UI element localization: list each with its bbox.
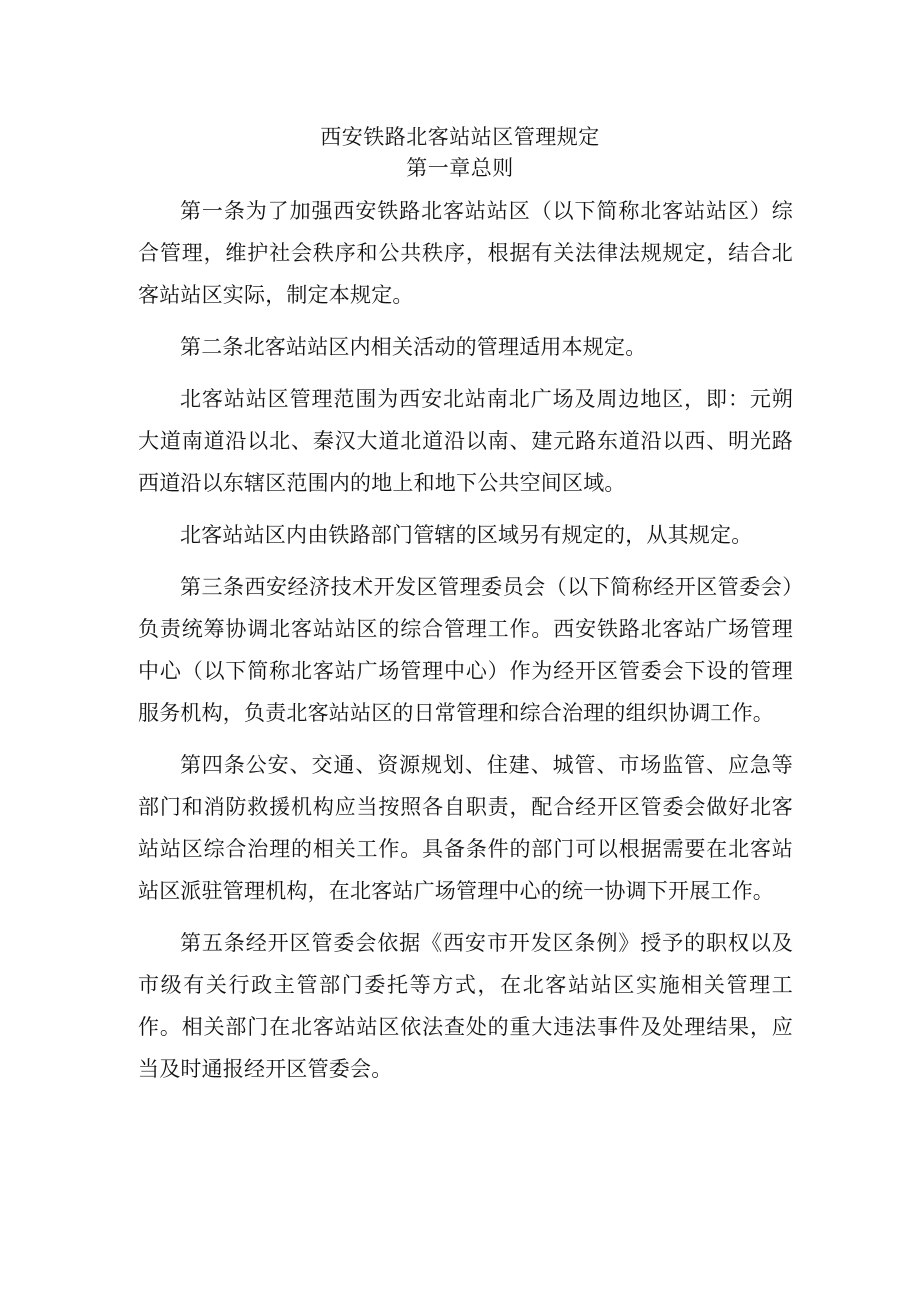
- paragraph: 第五条经开区管委会依据《西安市开发区条例》授予的职权以及市级有关行政主管部门委托等方式，在北客站站区实施相关管理工作。相关部门在北客站站区依法查处的重大违法事件及处理结果，应当及时通报经开区管委会。: [138, 931, 793, 1081]
- document-title: 西安铁路北客站站区管理规定: [320, 125, 600, 149]
- title-block: [0, 122, 920, 184]
- paragraph: 北客站站区内由铁路部门管辖的区域另有规定的，从其规定。: [180, 523, 753, 547]
- chapter-heading: 第一章总则: [406, 156, 514, 180]
- paragraph: 北客站站区管理范围为西安北站南北广场及周边地区，即：元朔大道南道沿以北、秦汉大道北道沿以南、建元路东道沿以西、明光路西道沿以东辖区范围内的地上和地下公共空间区域。: [138, 387, 793, 495]
- paragraph: 第三条西安经济技术开发区管理委员会（以下简称经开区管委会）负责统筹协调北客站站区的综合管理工作。西安铁路北客站广场管理中心（以下简称北客站广场管理中心）作为经开区管委会下设的管理服务机构，负责北客站站区的日常管理和综合治理的组织协调工作。: [138, 575, 793, 725]
- document-body: [138, 190, 793, 1100]
- paragraph: 第二条北客站站区内相关活动的管理适用本规定。: [180, 335, 647, 359]
- paragraph: 第四条公安、交通、资源规划、住建、城管、市场监管、应急等部门和消防救援机构应当按照各自职责，配合经开区管委会做好北客站站区综合治理的相关工作。具备条件的部门可以根据需要在北客站站区派驻管理机构，在北客站广场管理中心的统一协调下开展工作。: [138, 753, 793, 903]
- paragraph: 第一条为了加强西安铁路北客站站区（以下简称北客站站区）综合管理，维护社会秩序和公共秩序，根据有关法律法规规定，结合北客站站区实际，制定本规定。: [138, 199, 793, 307]
